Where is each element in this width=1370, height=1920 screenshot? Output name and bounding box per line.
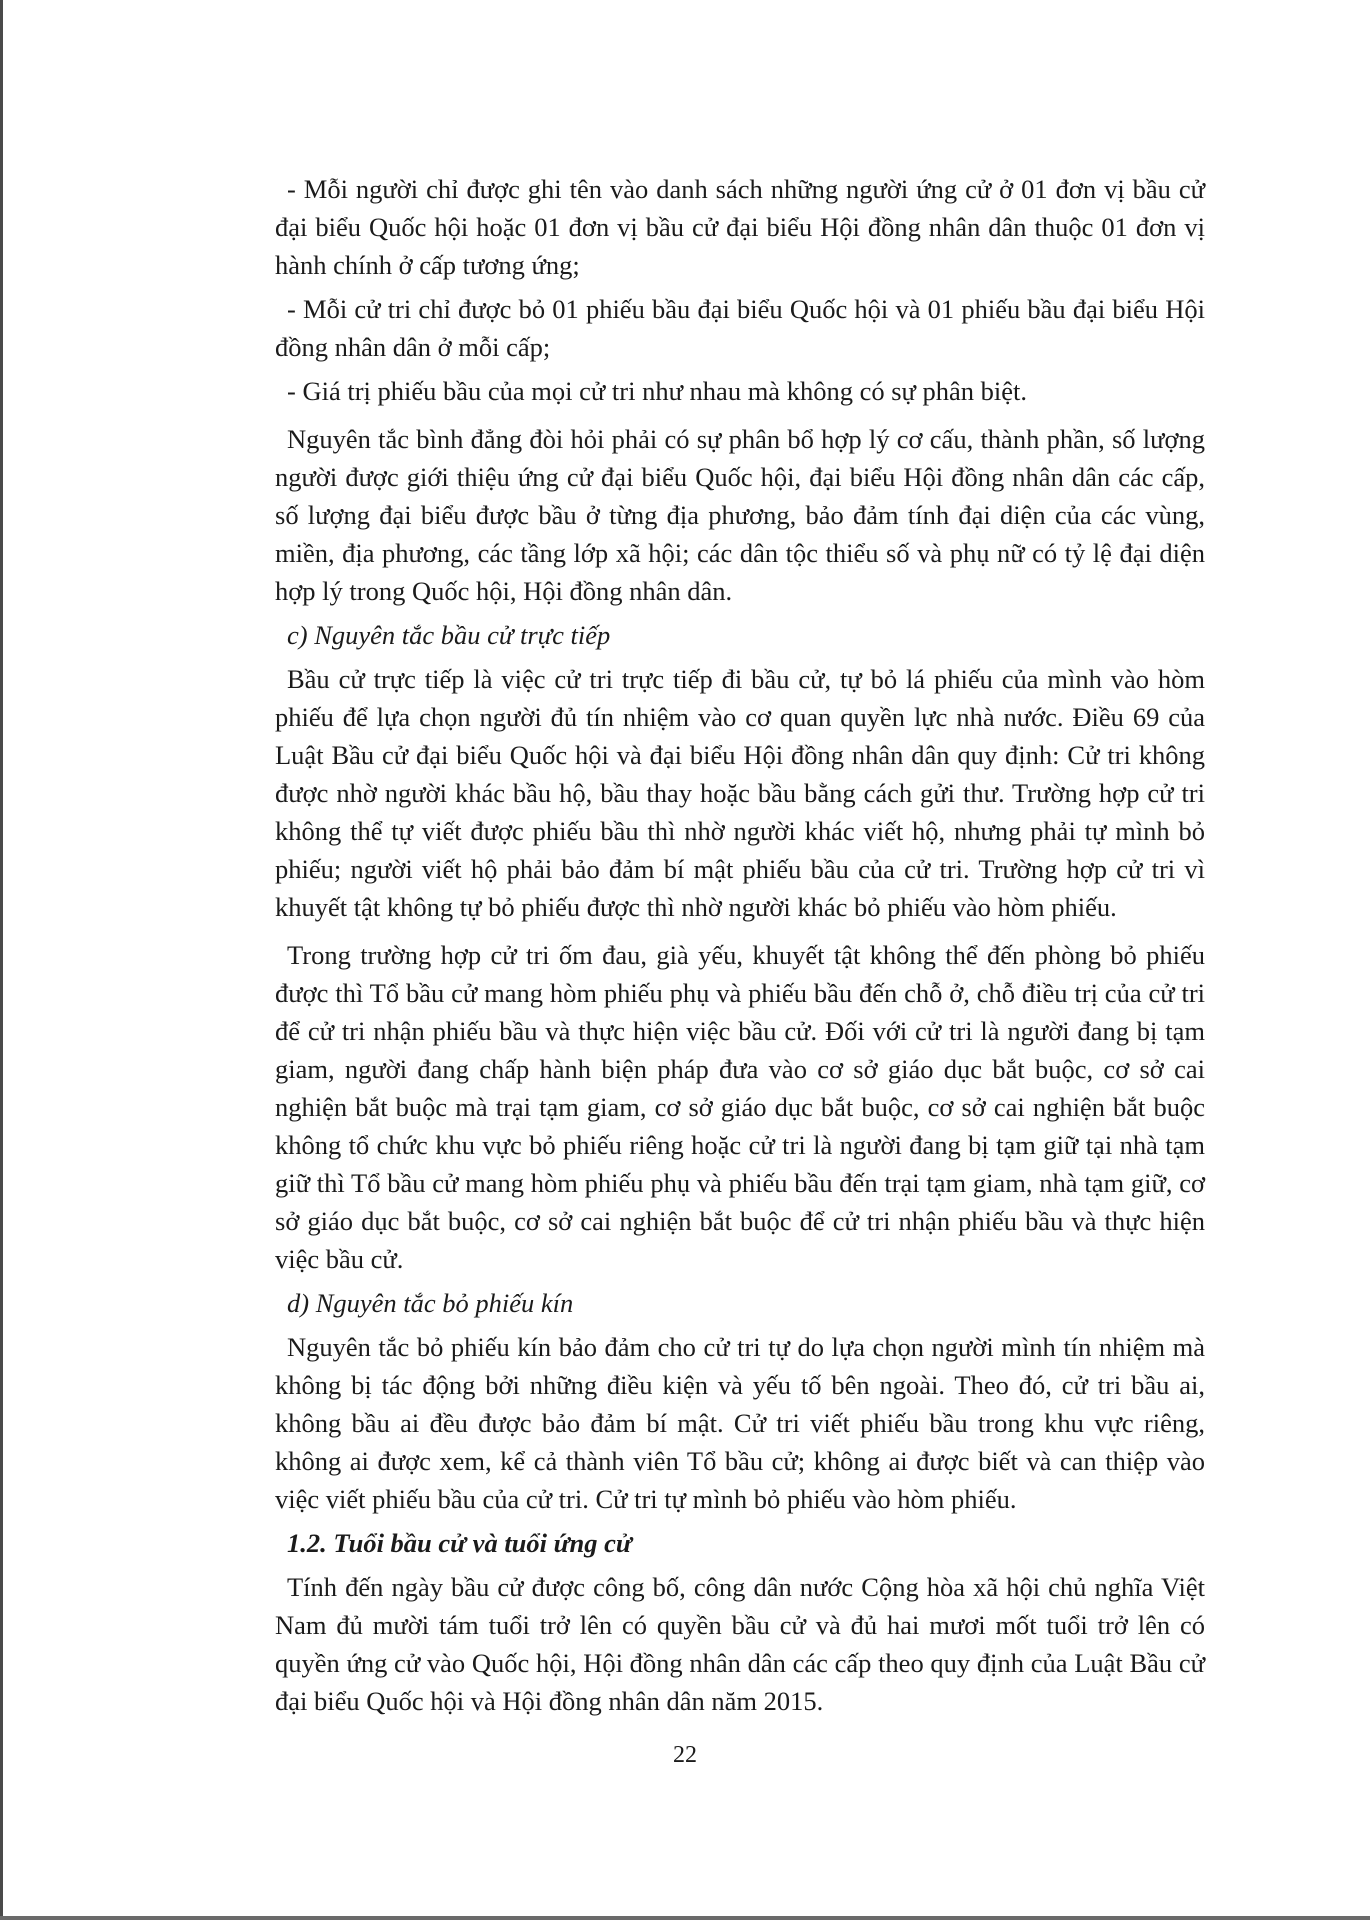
paragraph-voting-age: Tính đến ngày bầu cử được công bố, công dân nước Cộng hòa xã hội chủ nghĩa Việt Nam đủ mười tám tuổi trở lên có quyền bầu cử và đủ hai mươi mốt tuổi trở lên có quyền ứng cử vào Quốc hội, Hội đồng nhân dân các cấp theo quy định của Luật Bầu cử đại biểu Quốc hội và Hội đồng nhân dân năm 2015. bbox=[275, 1572, 1205, 1716]
bullet-equal-value: - Giá trị phiếu bầu của mọi cử tri như nhau mà không có sự phân biệt. bbox=[287, 376, 1028, 406]
subheading-secret-ballot: d) Nguyên tắc bỏ phiếu kín bbox=[287, 1288, 574, 1318]
bullet-one-unit: - Mỗi người chỉ được ghi tên vào danh sách những người ứng cử ở 01 đơn vị bầu cử đại biểu Quốc hội hoặc 01 đơn vị bầu cử đại biểu Hội đồng nhân dân thuộc 01 đơn vị hành chính ở cấp tương ứng; bbox=[275, 174, 1205, 280]
paragraph-direct-voting: Bầu cử trực tiếp là việc cử tri trực tiếp đi bầu cử, tự bỏ lá phiếu của mình vào hòm phiếu để lựa chọn người đủ tín nhiệm vào cơ quan quyền lực nhà nước. Điều 69 của Luật Bầu cử đại biểu Quốc hội và đại biểu Hội đồng nhân dân quy định: Cử tri không được nhờ người khác bầu hộ, bầu thay hoặc bầu bằng cách gửi thư. Trường hợp cử tri không thể tự viết được phiếu bầu thì nhờ người khác viết hộ, nhưng phải tự mình bỏ phiếu; người viết hộ phải bảo đảm bí mật phiếu bầu của cử tri. Trường hợp cử tri vì khuyết tật không tự bỏ phiếu được thì nhờ người khác bỏ phiếu vào hòm phiếu. bbox=[275, 664, 1205, 922]
subheading-direct-voting: c) Nguyên tắc bầu cử trực tiếp bbox=[287, 620, 611, 650]
paragraph-mobile-ballot-box: Trong trường hợp cử tri ốm đau, già yếu, khuyết tật không thể đến phòng bỏ phiếu được thì Tổ bầu cử mang hòm phiếu phụ và phiếu bầu đến chỗ ở, chỗ điều trị của cử tri để cử tri nhận phiếu bầu và thực hiện việc bầu cử. Đối với cử tri là người đang bị tạm giam, người đang chấp hành biện pháp đưa vào cơ sở giáo dục bắt buộc, cơ sở cai nghiện bắt buộc mà trại tạm giam, cơ sở giáo dục bắt buộc, cơ sở cai nghiện bắt buộc không tổ chức khu vực bỏ phiếu riêng hoặc cử tri là người đang bị tạm giữ tại nhà tạm giữ thì Tổ bầu cử mang hòm phiếu phụ và phiếu bầu đến trại tạm giam, nhà tạm giữ, cơ sở giáo dục bắt buộc, cơ sở cai nghiện bắt buộc để cử tri nhận phiếu bầu và thực hiện việc bầu cử. bbox=[275, 940, 1205, 1274]
scan-bottom-edge bbox=[0, 1916, 1370, 1920]
paragraph-equality-principle: Nguyên tắc bình đẳng đòi hỏi phải có sự phân bổ hợp lý cơ cấu, thành phần, số lượng người được giới thiệu ứng cử đại biểu Quốc hội, đại biểu Hội đồng nhân dân các cấp, số lượng đại biểu được bầu ở từng địa phương, bảo đảm tính đại diện của các vùng, miền, địa phương, các tầng lớp xã hội; các dân tộc thiểu số và phụ nữ có tỷ lệ đại diện hợp lý trong Quốc hội, Hội đồng nhân dân. bbox=[275, 424, 1205, 606]
bullet-one-ballot: - Mỗi cử tri chỉ được bỏ 01 phiếu bầu đại biểu Quốc hội và 01 phiếu bầu đại biểu Hội đồng nhân dân ở mỗi cấp; bbox=[275, 294, 1205, 362]
document-body bbox=[275, 170, 1205, 1720]
section-heading-voting-age: 1.2. Tuổi bầu cử và tuổi ứng cử bbox=[287, 1528, 632, 1558]
scan-left-edge bbox=[0, 0, 3, 1920]
paragraph-secret-ballot: Nguyên tắc bỏ phiếu kín bảo đảm cho cử tri tự do lựa chọn người mình tín nhiệm mà không bị tác động bởi những điều kiện và yếu tố bên ngoài. Theo đó, cử tri bầu ai, không bầu ai đều được bảo đảm bí mật. Cử tri viết phiếu bầu trong khu vực riêng, không ai được xem, kể cả thành viên Tổ bầu cử; không ai được biết và can thiệp vào việc viết phiếu bầu của cử tri. Cử tri tự mình bỏ phiếu vào hòm phiếu. bbox=[275, 1332, 1205, 1514]
page-number: 22 bbox=[673, 1742, 697, 1768]
